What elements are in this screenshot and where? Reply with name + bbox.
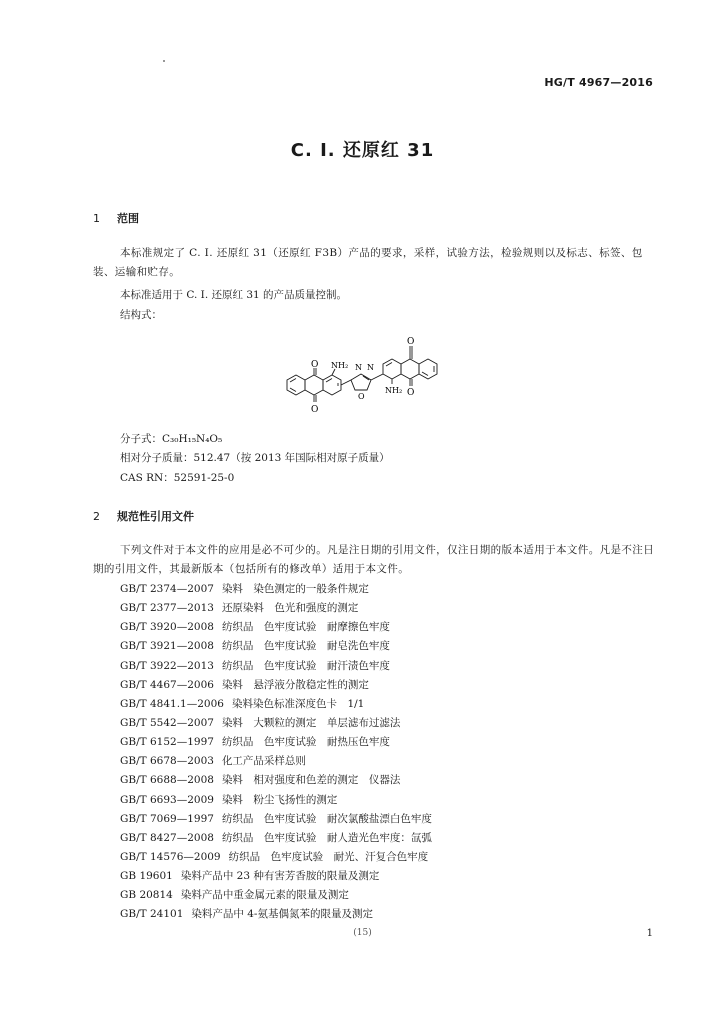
scan-speck (163, 60, 165, 62)
structural-formula-diagram (275, 322, 475, 428)
cas-number: CAS RN：52591-25-0 (120, 472, 235, 484)
reference-title: 染料产品中 23 种有害芳香胺的限量及测定 (180, 870, 380, 883)
reference-item (120, 772, 432, 791)
reference-title: 纺织品 色牢度试验 耐热压色牢度 (221, 736, 390, 749)
reference-title: 纺织品 色牢度试验 耐人造光色牢度：氙弧 (221, 831, 432, 844)
reference-title: 染料 染色测定的一般条件规定 (221, 583, 369, 595)
reference-code: GB/T 7069—1997 (120, 812, 214, 825)
reference-item (120, 638, 432, 657)
reference-item (120, 600, 432, 619)
section-1-heading (93, 210, 139, 226)
reference-code: GB/T 4841.1—2006 (120, 697, 224, 710)
ring-oxygen: O (358, 392, 365, 401)
reference-item (120, 581, 432, 600)
reference-code: GB/T 14576—2009 (120, 850, 221, 863)
reference-code: GB 19601 (120, 870, 173, 883)
reference-item (120, 849, 432, 868)
document-title: C. I. 还原红 31 (290, 140, 435, 161)
reference-code: GB/T 2377—2013 (120, 602, 214, 615)
amino-group: NH₂ (331, 361, 349, 370)
ring-nitrogen: N (367, 363, 374, 372)
reference-title: 染料 粉尘飞扬性的测定 (221, 793, 338, 806)
reference-title: 还原染料 色光和强度的测定 (221, 602, 359, 615)
reference-title: 染料染色标准深度色卡 1/1 (231, 697, 365, 710)
reference-title: 染料 相对强度和色差的测定 仪器法 (221, 774, 401, 787)
structure-label: 结构式： (120, 309, 162, 321)
reference-code: GB/T 8427—2008 (120, 831, 214, 844)
reference-item (120, 792, 432, 811)
reference-list (120, 581, 432, 926)
reference-code: GB/T 2374—2007 (120, 583, 214, 595)
molar-mass: 相对分子质量：512.47（按 2013 年国际相对原子质量） (120, 452, 390, 464)
reference-title: 化工产品采样总则 (221, 755, 306, 768)
reference-code: GB/T 3922—2013 (120, 659, 214, 672)
reference-title: 纺织品 色牢度试验 耐汗渍色牢度 (221, 659, 390, 672)
reference-code: GB/T 6688—2008 (120, 774, 214, 787)
section-title: 范围 (117, 212, 139, 225)
reference-item (120, 753, 432, 772)
reference-title: 染料产品中 4-氨基偶氮苯的限量及测定 (191, 908, 373, 921)
reference-title: 纺织品 色牢度试验 耐摩擦色牢度 (221, 621, 390, 634)
carbonyl-oxygen: O (311, 405, 319, 415)
section-number: 1 (93, 212, 100, 225)
oxadiazole-ring (351, 374, 371, 390)
reference-item (120, 811, 432, 830)
reference-title: 染料产品中重金属元素的限量及测定 (180, 889, 349, 902)
carbonyl-oxygen: O (311, 360, 319, 370)
ring-nitrogen: N (355, 363, 362, 372)
reference-code: GB/T 3920—2008 (120, 621, 214, 634)
reference-code: GB/T 6152—1997 (120, 736, 214, 749)
page-number: 1 (646, 928, 653, 939)
reference-item (120, 677, 432, 696)
reference-code: GB/T 6678—2003 (120, 755, 214, 768)
reference-code: GB/T 24101 (120, 908, 184, 921)
quinone-ring (401, 359, 419, 379)
reference-item (120, 715, 432, 734)
reference-item (120, 734, 432, 753)
reference-item (120, 830, 432, 849)
references-intro: 下列文件对于本文件的应用是必不可少的。凡是注日期的引用文件，仅注日期的版本适用于本文件。凡是不注日期的引用文件，其最新版本（包括所有的修改单）适用于本文件。 (93, 544, 655, 575)
section-title: 规范性引用文件 (117, 510, 194, 523)
footer-mark: (15) (353, 928, 372, 938)
reference-item (120, 887, 432, 906)
reference-title: 染料 悬浮液分散稳定性的测定 (221, 678, 369, 691)
carbonyl-oxygen: O (407, 337, 415, 347)
scope-paragraph: 本标准规定了 C. I. 还原红 31（还原红 F3B）产品的要求，采样，试验方法，检验规则以及标志、标签、包装、运输和贮存。 (93, 247, 643, 278)
molecular-formula: 分子式：C₃₀H₁₅N₄O₅ (120, 433, 223, 445)
reference-title: 纺织品 色牢度试验 耐皂洗色牢度 (221, 640, 390, 653)
reference-code: GB/T 3921—2008 (120, 640, 214, 653)
reference-code: GB/T 4467—2006 (120, 678, 214, 691)
reference-title: 纺织品 色牢度试验 耐光、汗复合色牢度 (228, 850, 429, 863)
amino-group: NH₂ (385, 386, 403, 395)
scope-applicability: 本标准适用于 C. I. 还原红 31 的产品质量控制。 (120, 289, 348, 301)
reference-code: GB/T 6693—2009 (120, 793, 214, 806)
reference-item (120, 658, 432, 677)
benzene-ring (383, 359, 401, 379)
reference-item (120, 619, 432, 638)
reference-code: GB 20814 (120, 889, 173, 902)
reference-item (120, 868, 432, 887)
reference-code: GB/T 5542—2007 (120, 716, 214, 729)
section-2-heading (93, 508, 194, 524)
reference-item (120, 906, 432, 925)
benzene-ring (287, 375, 305, 395)
reference-item (120, 696, 432, 715)
standard-code: HG/T 4967—2016 (544, 76, 653, 89)
reference-title: 纺织品 色牢度试验 耐次氯酸盐漂白色牢度 (221, 812, 432, 825)
reference-title: 染料 大颗粒的测定 单层滤布过滤法 (221, 716, 401, 729)
carbonyl-oxygen: O (407, 388, 415, 398)
section-number: 2 (93, 510, 100, 523)
quinone-ring (305, 375, 323, 395)
